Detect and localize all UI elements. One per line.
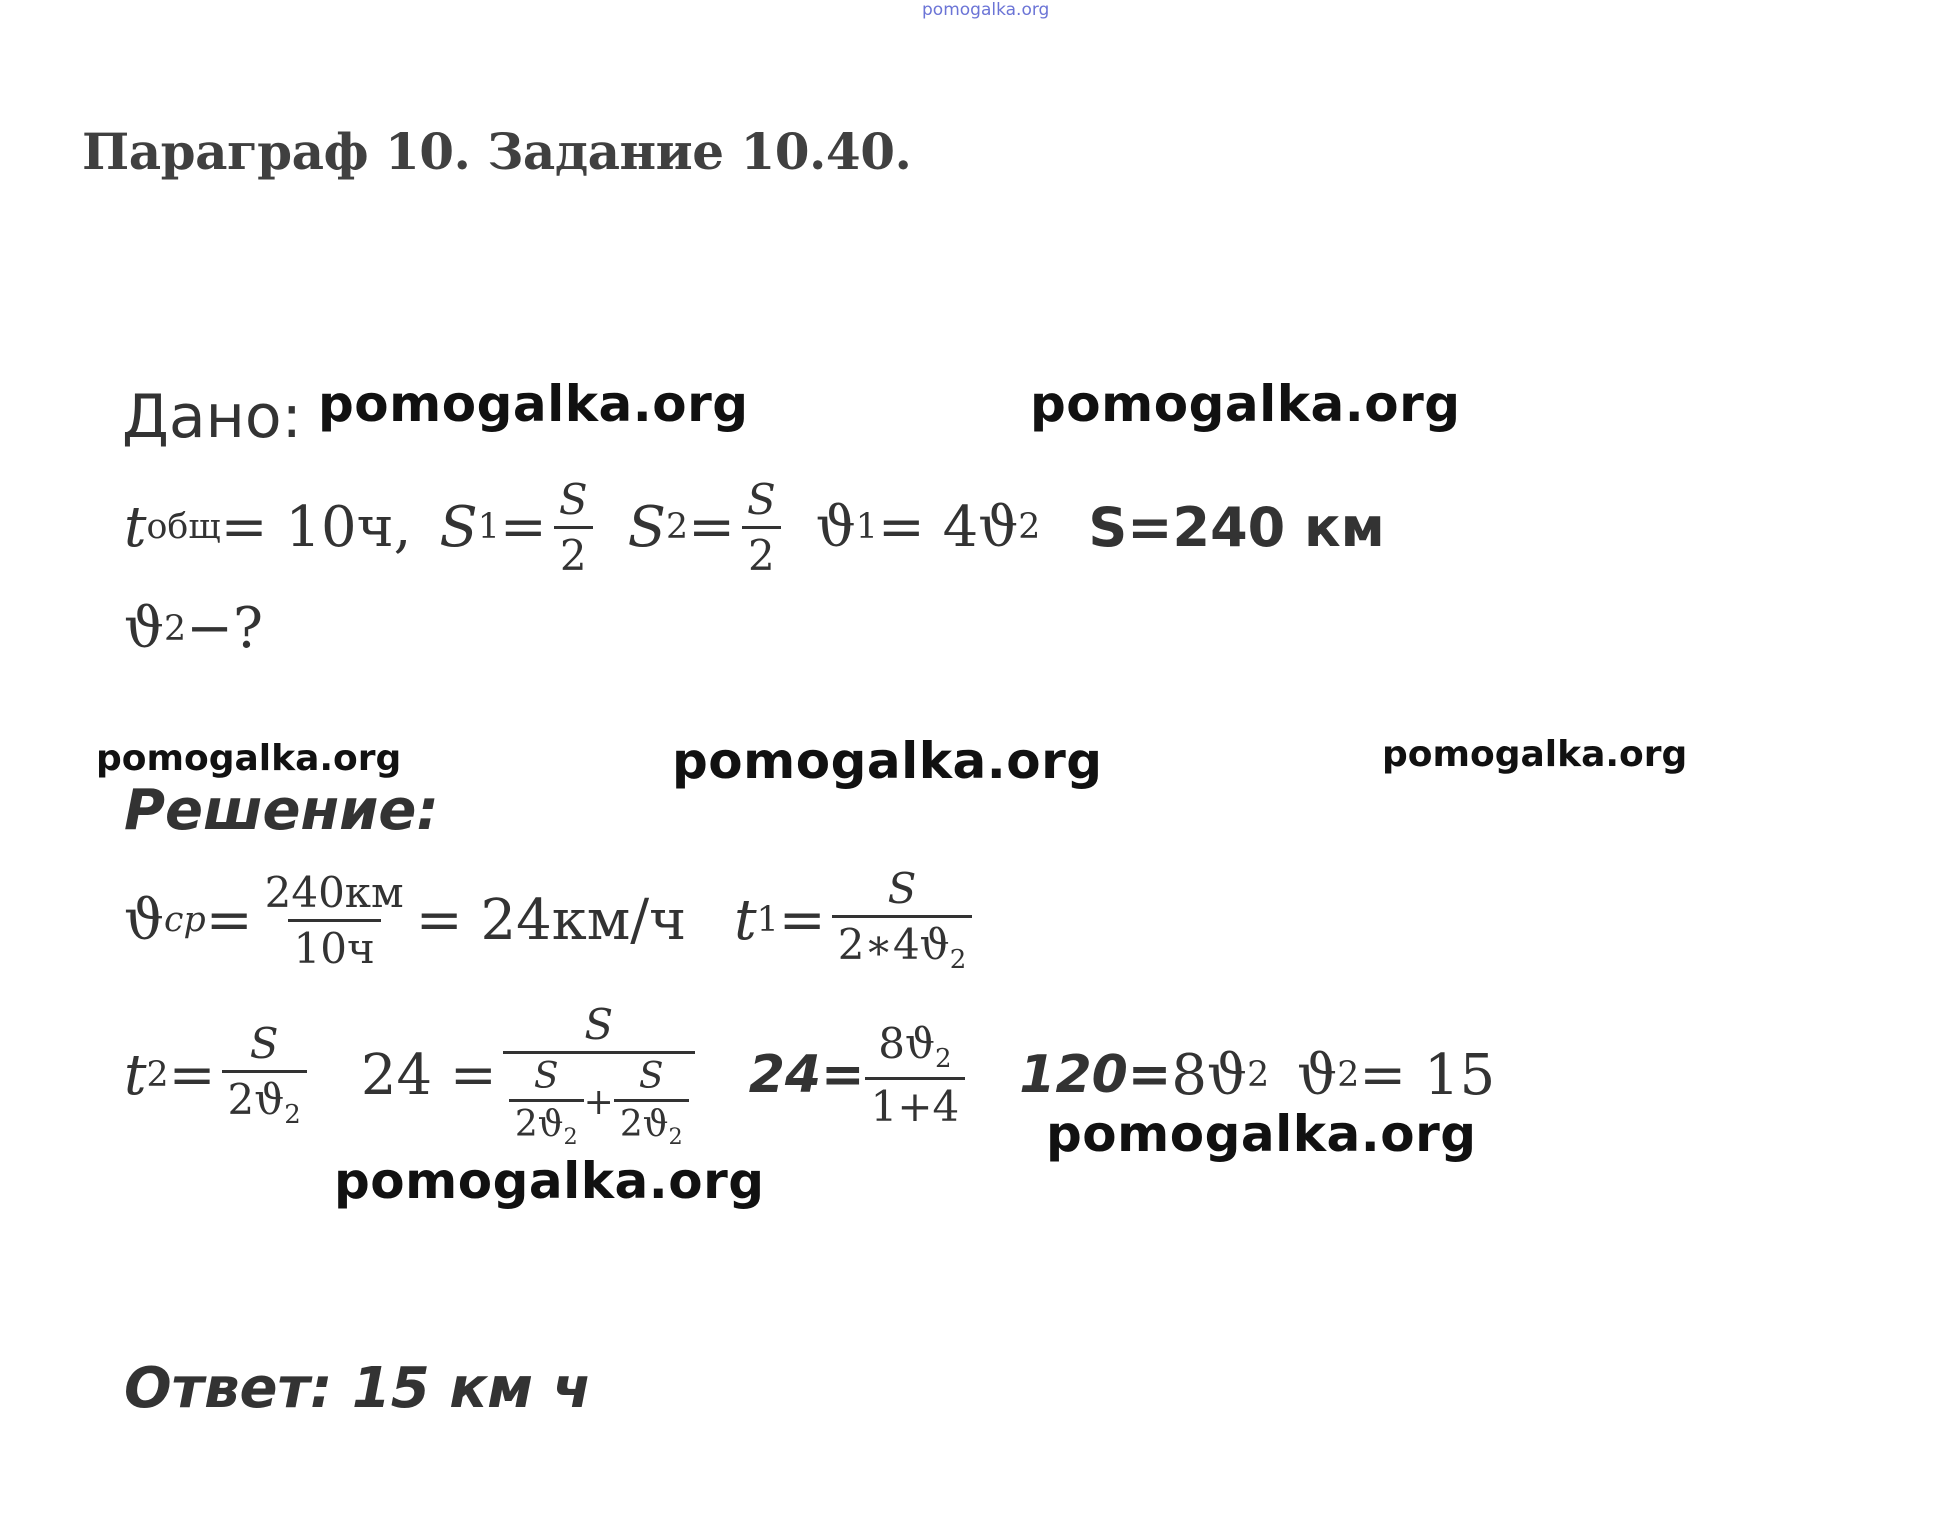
t-total-value: = 10ч, xyxy=(220,494,412,560)
t-total-symbol: t xyxy=(124,494,147,560)
ratio-numerator-text: 8ϑ xyxy=(878,1019,936,1069)
watermark: pomogalka.org xyxy=(318,375,749,433)
inner-denominator-subscript: 2 xyxy=(563,1123,578,1150)
watermark: pomogalka.org xyxy=(1030,375,1461,433)
fraction-numerator: 240км xyxy=(264,867,404,917)
page-title: Параграф 10. Задание 10.40. xyxy=(82,122,912,181)
unknown-symbol: ϑ xyxy=(124,596,165,661)
eq-120-rhs: 8ϑ xyxy=(1171,1042,1248,1108)
v1-value-subscript: 2 xyxy=(1018,507,1041,547)
answer-line: Ответ: 15 км ч xyxy=(124,1356,591,1421)
inner-fraction xyxy=(614,1056,689,1150)
t1-fraction xyxy=(832,864,973,975)
final-value: = 15 xyxy=(1359,1042,1496,1108)
watermark: pomogalka.org xyxy=(334,1152,765,1210)
compound-fraction xyxy=(503,1000,695,1150)
watermark-top: pomogalka.org xyxy=(922,0,1050,20)
t2-denominator-subscript: 2 xyxy=(284,1100,301,1131)
vcp-subscript: ср xyxy=(164,900,206,940)
t1-subscript: 1 xyxy=(756,900,779,940)
given-label: Дано: xyxy=(122,382,302,452)
v1-value: = 4ϑ xyxy=(877,494,1019,560)
solution-label: Решение: xyxy=(124,778,439,843)
t1-symbol: t xyxy=(734,887,757,953)
fraction-denominator xyxy=(503,1051,695,1150)
unknown-subscript: 2 xyxy=(164,608,187,649)
eq-120: 120= xyxy=(1019,1045,1172,1105)
t2-subscript: 2 xyxy=(146,1055,169,1095)
inner-numerator: S xyxy=(533,1056,559,1098)
fraction-denominator xyxy=(832,915,973,975)
fraction-denominator: 2 xyxy=(742,526,781,580)
plus-sign: + xyxy=(583,1082,614,1124)
ratio-numerator-subscript: 2 xyxy=(935,1044,952,1075)
given-line xyxy=(124,462,1385,592)
s1-subscript: 1 xyxy=(477,507,500,547)
equals: = xyxy=(168,1042,216,1108)
t1-denominator-subscript: 2 xyxy=(949,945,967,976)
fraction-denominator xyxy=(222,1070,307,1130)
fraction-numerator: S xyxy=(249,1019,279,1069)
s2-subscript: 2 xyxy=(665,507,689,547)
final-symbol: ϑ xyxy=(1297,1042,1338,1108)
solution-line-1 xyxy=(124,850,978,990)
t-total-subscript: общ xyxy=(146,507,221,547)
final-subscript: 2 xyxy=(1337,1055,1360,1095)
v1-symbol: ϑ xyxy=(815,494,856,560)
s1-fraction xyxy=(553,475,594,580)
equals: = xyxy=(499,494,547,560)
fraction-numerator: S xyxy=(887,864,917,914)
t1-denominator-text: 2∗4ϑ xyxy=(837,920,950,970)
eq-24: 24 = xyxy=(360,1042,497,1108)
fraction-numerator: S xyxy=(746,474,776,524)
inner-fraction xyxy=(509,1056,584,1150)
distance-value: S=240 км xyxy=(1088,495,1385,559)
fraction-numerator: S xyxy=(558,474,588,524)
equals: = xyxy=(205,887,253,953)
vcp-fraction xyxy=(259,868,410,973)
t2-denominator-text: 2ϑ xyxy=(227,1075,285,1125)
watermark: pomogalka.org xyxy=(96,738,402,779)
fraction-numerator xyxy=(872,1019,957,1076)
inner-denominator xyxy=(614,1099,689,1150)
s2-symbol: S xyxy=(627,494,666,560)
s1-symbol: S xyxy=(439,494,478,560)
unknown-line xyxy=(124,596,263,661)
fraction-denominator: 10ч xyxy=(288,919,381,973)
inner-numerator: S xyxy=(638,1056,664,1098)
eq-120-rhs-subscript: 2 xyxy=(1247,1055,1270,1095)
vcp-symbol: ϑ xyxy=(124,887,165,953)
unknown-question: −? xyxy=(186,596,264,661)
watermark: pomogalka.org xyxy=(1046,1105,1477,1163)
inner-denominator-text: 2ϑ xyxy=(514,1104,564,1146)
ratio-fraction xyxy=(865,1019,966,1130)
v1-subscript: 1 xyxy=(855,507,878,547)
t2-fraction xyxy=(222,1019,307,1130)
s2-fraction xyxy=(741,475,782,580)
watermark: pomogalka.org xyxy=(1382,734,1688,775)
fraction-denominator: 1+4 xyxy=(865,1077,966,1131)
inner-denominator xyxy=(509,1099,584,1150)
solution-line-2 xyxy=(124,990,1495,1160)
inner-denominator-text: 2ϑ xyxy=(619,1104,669,1146)
equals: = xyxy=(778,887,826,953)
fraction-numerator: S xyxy=(584,1000,614,1050)
fraction-denominator: 2 xyxy=(554,526,593,580)
eq-24-b: 24= xyxy=(748,1045,865,1105)
inner-denominator-subscript: 2 xyxy=(668,1123,683,1150)
watermark: pomogalka.org xyxy=(672,732,1103,790)
vcp-result: = 24км/ч xyxy=(415,887,687,953)
equals: = xyxy=(688,494,735,560)
t2-symbol: t xyxy=(124,1042,147,1108)
